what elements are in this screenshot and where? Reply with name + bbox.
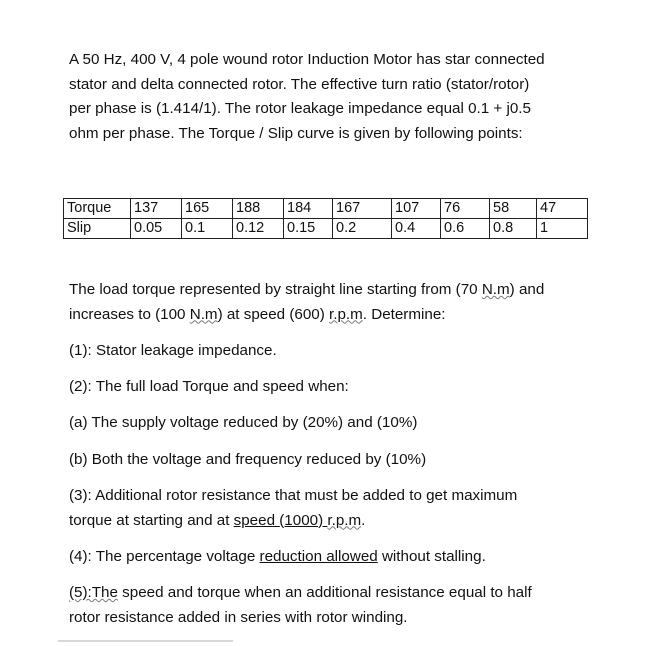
- row-label-torque: Torque: [64, 199, 131, 219]
- table-cell: 0.2: [333, 219, 392, 239]
- question-text: rotor resistance added in series with rotor winding.: [69, 608, 408, 626]
- problem-statement: [69, 48, 609, 146]
- table-cell: 1: [537, 219, 588, 239]
- load-description: [69, 278, 609, 327]
- question-text: torque at starting and at: [69, 511, 234, 529]
- bottom-divider: [58, 640, 233, 642]
- question-2a: (a) The supply voltage reduced by (20%) and (10%): [69, 414, 418, 431]
- table-cell: 58: [490, 199, 537, 219]
- unit-text: r.p.m: [329, 305, 363, 323]
- table-cell: 0.6: [441, 219, 490, 239]
- question-text: speed and torque when an additional resistance equal to half: [117, 584, 532, 601]
- table-cell: 0.1: [182, 219, 233, 239]
- table-cell: 0.05: [131, 219, 182, 239]
- table-cell: 0.4: [392, 219, 441, 239]
- unit-text: N.m: [189, 305, 218, 323]
- table-cell: 47: [537, 199, 588, 219]
- table-cell: 0.12: [233, 219, 284, 239]
- question-2b: (b) Both the voltage and frequency reduced by (10%): [69, 451, 427, 468]
- question-text: (4): The percentage voltage: [69, 548, 260, 565]
- load-text: . Determine:: [362, 305, 446, 323]
- unit-text: N.m: [481, 281, 510, 298]
- table-cell: 0.8: [490, 219, 537, 239]
- table-cell: 107: [392, 199, 441, 219]
- question-1: (1): Stator leakage impedance.: [69, 342, 277, 359]
- intro-line-4: ohm per phase. The Torque / Slip curve is given by following points:: [69, 124, 523, 142]
- intro-line-1: A 50 Hz, 400 V, 4 pole wound rotor Induction Motor has star connected: [69, 51, 545, 68]
- load-text: increases to (100: [69, 305, 190, 323]
- question-3: [69, 484, 609, 533]
- intro-line-3: per phase is (1.414/1). The rotor leakage impedance equal 0.1 + j0.5: [69, 100, 531, 117]
- question-text: reduction allowed: [259, 548, 378, 565]
- question-text: (5):The: [69, 584, 118, 601]
- question-text: speed: [233, 511, 280, 529]
- table-cell: 0.15: [284, 219, 333, 239]
- question-text: without stalling.: [377, 548, 486, 565]
- intro-line-2: stator and delta connected rotor. The effective turn ratio (stator/rotor): [69, 75, 530, 93]
- load-text: The load torque represented by straight line starting from (70: [69, 281, 482, 298]
- row-label-slip: Slip: [64, 219, 131, 239]
- table-row-torque: [64, 199, 588, 219]
- table-cell: 76: [441, 199, 490, 219]
- load-text: ) and: [509, 281, 545, 298]
- question-4: [69, 545, 609, 570]
- unit-text: r.p.m: [327, 511, 362, 529]
- table-cell: 167: [333, 199, 392, 219]
- question-text: (1000): [279, 511, 328, 529]
- table-cell: 137: [131, 199, 182, 219]
- load-text: ) at speed (600): [217, 305, 330, 323]
- table-cell: 165: [182, 199, 233, 219]
- question-5: [69, 581, 609, 630]
- table-cell: 184: [284, 199, 333, 219]
- table-row-slip: [64, 219, 588, 239]
- table-cell: 188: [233, 199, 284, 219]
- torque-slip-table: [63, 198, 588, 239]
- question-text: (3): Additional rotor resistance that must be added to get maximum: [69, 487, 518, 504]
- question-2: (2): The full load Torque and speed when:: [69, 378, 349, 395]
- question-text: .: [361, 511, 366, 529]
